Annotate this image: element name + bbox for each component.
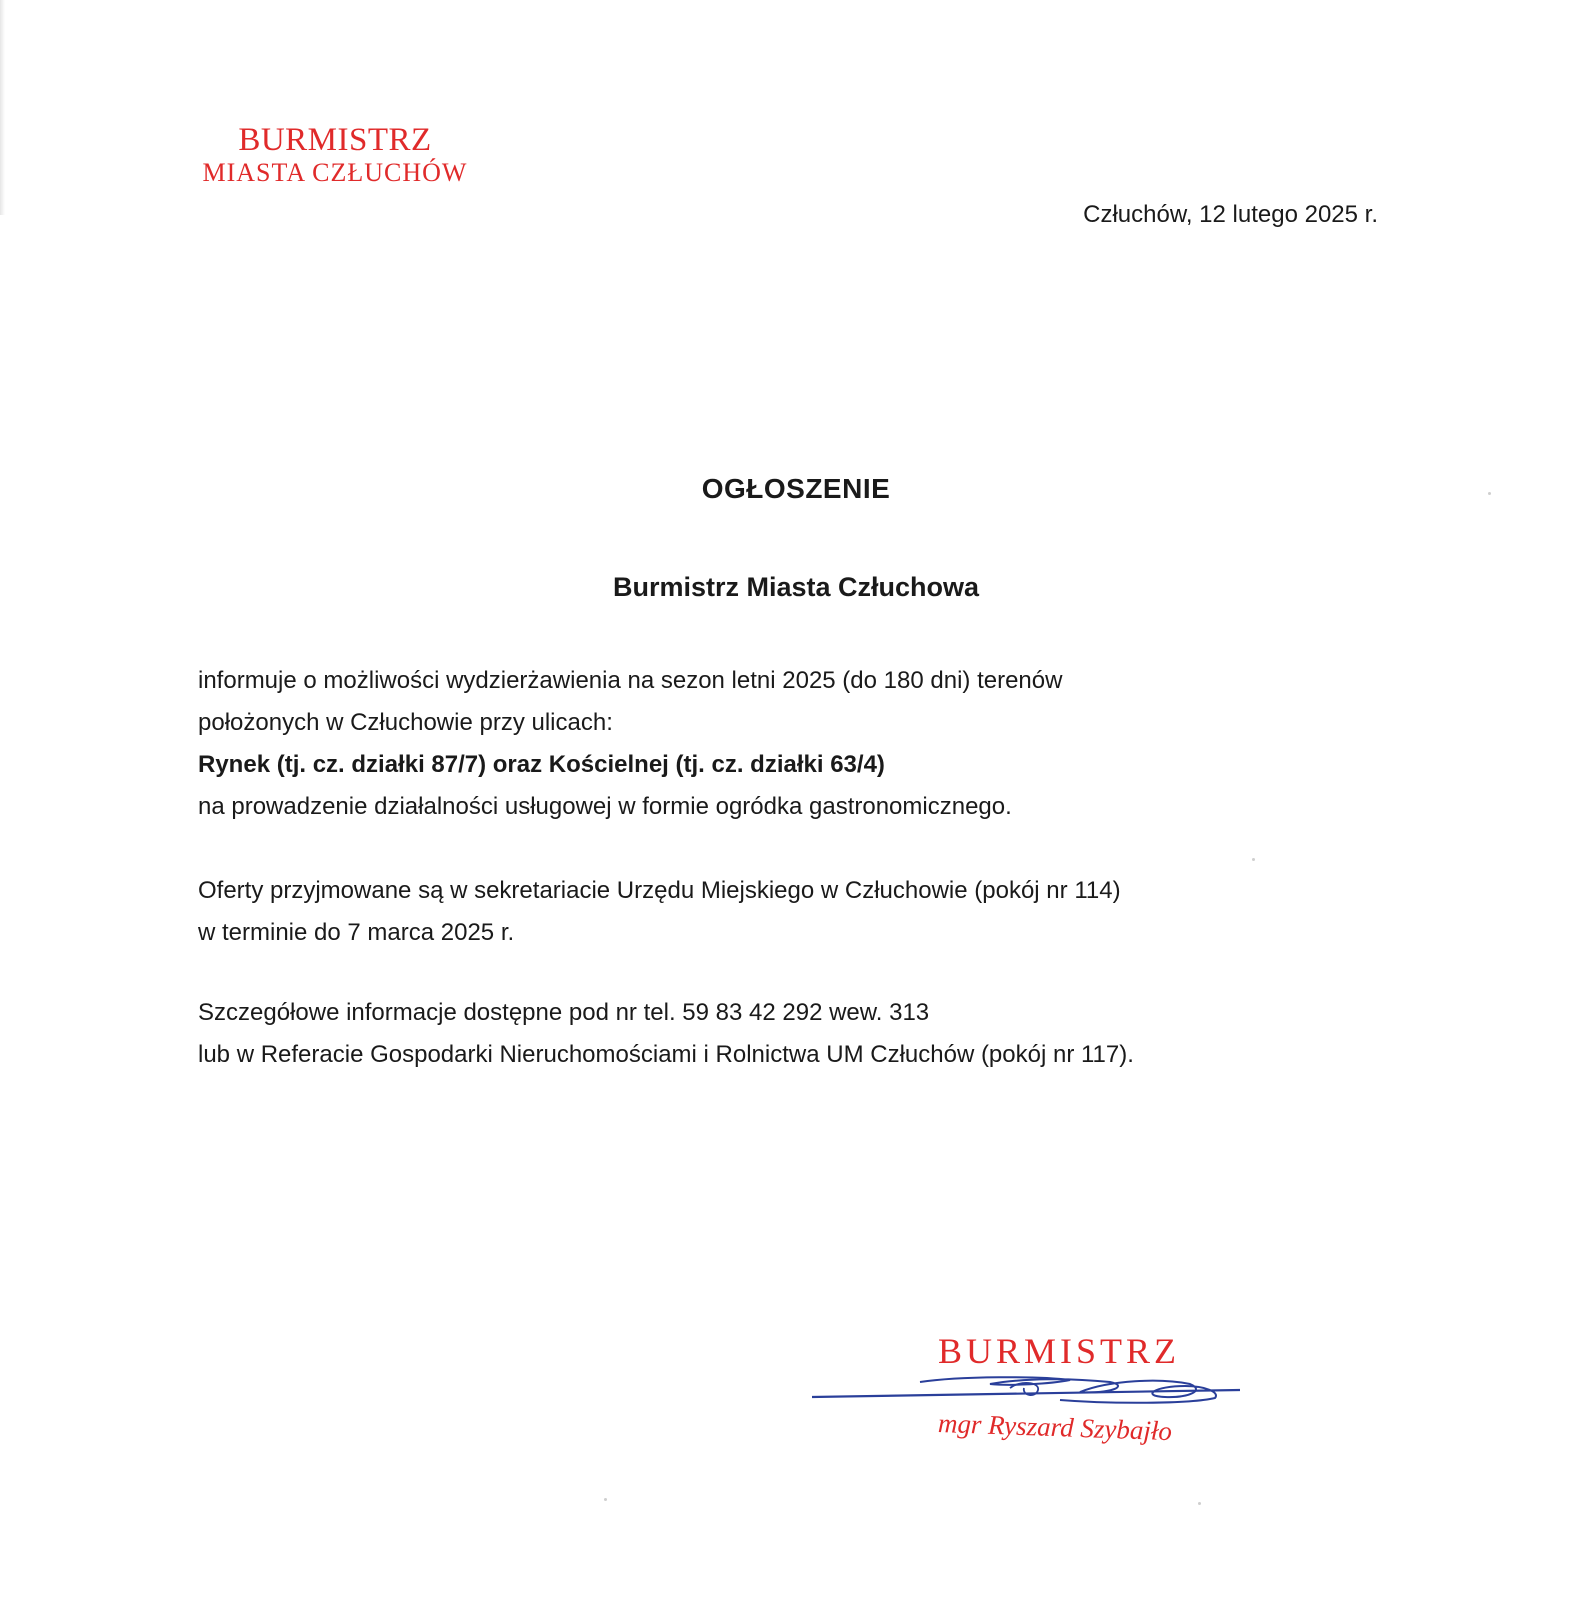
parcel-info: Rynek (tj. cz. działki 87/7) oraz Kościelnej (tj. cz. działki 63/4) — [198, 751, 885, 778]
scan-speck — [1488, 492, 1491, 495]
scan-speck — [1252, 858, 1255, 861]
paragraph-line: na prowadzenie działalności usługowej w formie ogródka gastronomicznego. — [198, 793, 1012, 820]
paragraph-line: Szczegółowe informacje dostępne pod nr tel. 59 83 42 292 wew. 313 — [198, 999, 930, 1026]
signature-stamp-name: mgr Ryszard Szybajło — [937, 1408, 1173, 1447]
document-subtitle: Burmistrz Miasta Człuchowa — [612, 572, 980, 602]
paragraph-line: w terminie do 7 marca 2025 r. — [198, 919, 515, 946]
scan-speck — [604, 1498, 607, 1501]
paragraph-line: Oferty przyjmowane są w sekretariacie Urzędu Miejskiego w Człuchowie (pokój nr 114) — [198, 877, 1121, 904]
paragraph-line: lub w Referacie Gospodarki Nieruchomościami i Rolnictwa UM Człuchów (pokój nr 117). — [198, 1041, 1134, 1068]
signature-stamp-title: BURMISTRZ — [938, 1331, 1181, 1371]
document-date: Człuchów, 12 lutego 2025 r. — [1083, 201, 1378, 228]
header-stamp — [190, 122, 480, 188]
header-stamp-title: BURMISTRZ — [238, 122, 432, 158]
paragraph-line: informuje o możliwości wydzierżawienia na sezon letni 2025 (do 180 dni) terenów — [198, 667, 1063, 694]
scan-edge — [0, 0, 5, 215]
header-stamp-subtitle: MIASTA CZŁUCHÓW — [202, 158, 468, 187]
paragraph-offers — [198, 870, 1378, 954]
paragraph-announcement — [198, 660, 1378, 828]
document-title: OGŁOSZENIE — [701, 473, 891, 504]
paragraph-line: położonych w Człuchowie przy ulicach: — [198, 709, 613, 736]
signature-stamp — [810, 1330, 1250, 1460]
scan-speck — [1198, 1502, 1201, 1505]
paragraph-contact — [198, 992, 1378, 1076]
